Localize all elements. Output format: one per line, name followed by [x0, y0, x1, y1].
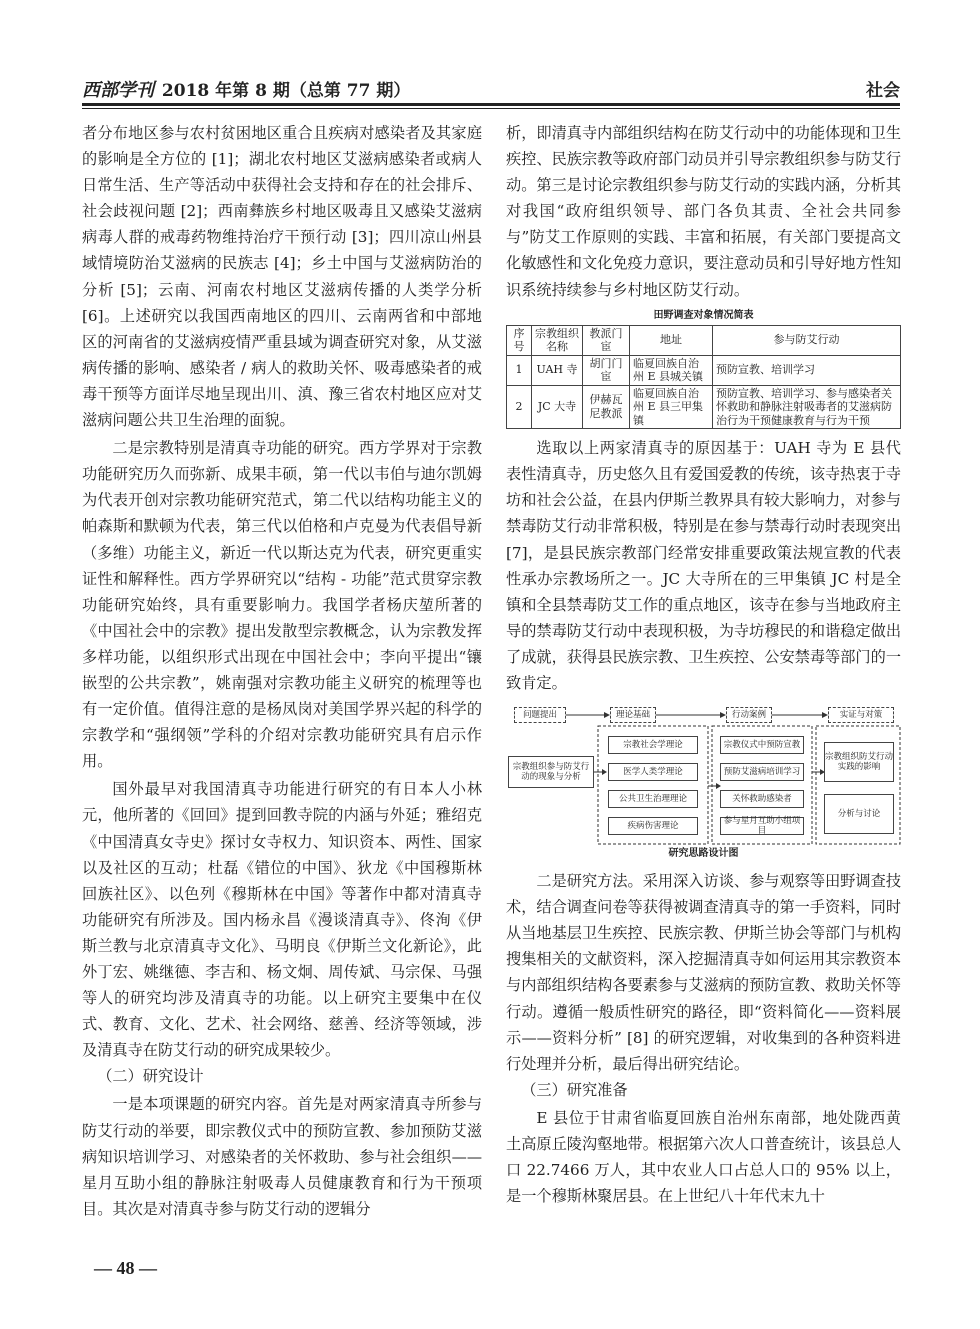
paragraph: 一是本项课题的研究内容。首先是对两家清真寺所参与防艾行动的举要，即宗教仪式中的预防宣教、参加预防艾滋病知识培训学习、对感染者的关怀救助、参与社会组织——星月互助小组的静脉注射吸毒人员健康教育和行为干预项目。其次是对清真寺参与防艾行动的逻辑分	[82, 1095, 482, 1218]
paragraph: 国外最早对我国清真寺功能进行研究的有日本人小林元，他所著的《回回》提到回教寺院的内涵与外延；雅绍克《中国清真女寺史》探讨女寺权力、知识资本、两性、国家以及社区的互动；杜磊《错位的中国》、狄龙《中国穆斯林回族社区》、以色列《穆斯林在中国》等著作中都对清真寺功能研究有所涉及。国内杨永昌《漫谈清真寺》、佟洵《伊斯兰教与北京清真寺文化》、马明良《伊斯兰文化新论》，此外丁宏、姚继德、李吉和、杨文炯、周传斌、马宗保、马强等人的研究均涉及清真寺的功能。以上研究主要集中在仪式、教育、文化、艺术、社会网络、慈善、经济等领域，涉及清真寺在防艾行动的研究成果较少。	[82, 780, 482, 1060]
survey-table	[506, 325, 901, 430]
problem-box: 宗教组织参与防艾行动的现象与分析	[508, 756, 594, 788]
diagram-caption: 研究思路设计图	[668, 848, 739, 860]
column-header: 序号	[507, 325, 532, 355]
table-cell: 2	[507, 385, 532, 429]
column-header: 地址	[630, 325, 713, 355]
paragraph: 二是宗教特别是清真寺功能的研究。西方学界对于宗教功能研究历久而弥新、成果丰硕，第一代以韦伯与迪尔凯姆为代表开创对宗教功能研究范式，第二代以结构功能主义的帕森斯和默顿为代表，第三代以伯格和卢克曼为代表倡导新（多维）功能主义，新近一代以斯达克为代表，研究更重实证性和解释性。西方学界研究以“结构 - 功能”范式贯穿宗教功能研究始终，具有重要影响力。我国学者杨庆堃所著的《中国社会中的宗教》提出发散型宗教概念，认为宗教发挥多样功能，以组织形式出现在中国社会中；李向平提出“镶嵌型的公共宗教”，姚南强对宗教功能主义研究的梳理等也有一定价值。值得注意的是杨凤岗对美国学界兴起的科学的宗教学和“强纲领”学科的介绍对宗教功能研究具有启示作用。	[82, 439, 482, 771]
journal-logo: 西部学刊	[82, 80, 154, 101]
column-header: 宗教组织名称	[532, 325, 583, 355]
table-row	[507, 385, 901, 429]
table-header-row	[507, 325, 901, 355]
result-box: 分析与讨论	[824, 794, 894, 834]
table-cell: 1	[507, 355, 532, 385]
header-rule-thick	[82, 103, 900, 106]
table-cell: 伊赫瓦尼教派	[583, 385, 630, 429]
paragraph: E 县位于甘肃省临夏回族自治州东南部，地处陇西黄土高原丘陵沟壑地带。根据第六次人口普查统计，该县总人口 22.7466 万人，其中农业人口占总人口的 95% 以上，是一个穆斯林聚居县。在上世纪八十年代末九十	[506, 1108, 901, 1206]
table-cell: 胡门门宦	[583, 355, 630, 385]
case-box: 关怀救助感染者	[720, 790, 804, 808]
column-header: 教派门宦	[583, 325, 630, 355]
header-rule-thin	[82, 108, 900, 109]
theory-box: 公共卫生治理理论	[608, 790, 698, 808]
issue-info: 2018 年第 8 期（总第 77 期）	[161, 81, 411, 101]
result-box: 宗教组织防艾行动实践的影响	[824, 742, 894, 782]
stage-theory: 理论基础	[610, 707, 656, 723]
right-column	[506, 120, 901, 1209]
left-column	[82, 120, 482, 1222]
stage-case: 行动案例	[726, 707, 772, 723]
page-number: — 48 —	[94, 1258, 157, 1278]
journal-info	[82, 76, 410, 102]
theory-box: 医学人类学理论	[608, 763, 698, 781]
stage-problem: 问题提出	[514, 707, 566, 723]
section-heading: （二）研究设计	[97, 1067, 204, 1086]
table-cell: UAH 寺	[532, 355, 583, 385]
paragraph: 选取以上两家清真寺的原因基于：UAH 寺为 E 县代表性清真寺，历史悠久且有爱国爱教的传统，该寺热衷于寺坊和社会公益，在县内伊斯兰教界具有较大影响力，对参与禁毒防艾行动非常积极，特别是在参与禁毒行动时表现突出 [7]，是县民族宗教部门经常安排重要政策法规宣教的代表性承办宗教场所之一。JC 大寺所在的三甲集镇 JC 村是全镇和全县禁毒防艾工作的重点地区，该寺在参与当地政府主导的禁毒防艾行动中表现积极，为寺坊穆民的和谐稳定做出了成就，获得县民族宗教、卫生疾控、公安禁毒等部门的一致肯定。	[506, 439, 901, 692]
paragraph: 者分布地区参与农村贫困地区重合且疾病对感染者及其家庭的影响是全方位的 [1]；湖北农村地区艾滋病感染者或病人日常生活、生产等活动中获得社会支持和存在的社会排斥、社会歧视问题 [2]；西南彝族乡村地区吸毒且又感染艾滋病病毒人群的戒毒药物维持治疗干预行动 [3]；四川凉山州县域情境防治艾滋病的民族志 [4]；乡土中国与艾滋病防治的分析 [5]；云南、河南农村地区艾滋病传播的人类学分析 [6]。上述研究以我国西南地区的四川、云南两省和中部地区的河南省的艾滋病疫情严重县域为调查研究对象，从艾滋病传播的影响、感染者 / 病人的救助关怀、吸毒感染者的戒毒干预等方面详尽地呈现出川、滇、豫三省农村地区应对艾滋病问题公共卫生治理的面貌。	[82, 124, 482, 430]
research-design-diagram	[506, 706, 901, 846]
column-header: 参与防艾行动	[713, 325, 901, 355]
case-box: 预防艾滋病培训学习	[720, 763, 804, 781]
paragraph: 析，即清真寺内部组织结构在防艾行动中的功能体现和卫生疾控、民族宗教等政府部门动员并引导宗教组织参与防艾行动。第三是讨论宗教组织参与防艾行动的实践内涵，分析其对我国“政府组织领导、部门各负其责、全社会共同参与”防艾工作原则的实践、丰富和拓展，有关部门要提高文化敏感性和文化免疫力意识，要注意动员和引导好地方性知识系统持续参与乡村地区防艾行动。	[506, 124, 901, 299]
section-heading: （三）研究准备	[521, 1080, 628, 1099]
stage-result: 实证与对策	[828, 707, 894, 723]
theory-box: 疾病伤害理论	[608, 817, 698, 835]
case-box: 宗教仪式中预防宣教	[720, 736, 804, 754]
table-cell: JC 大寺	[532, 385, 583, 429]
paragraph: 二是研究方法。采用深入访谈、参与观察等田野调查技术，结合调查问卷等获得被调查清真寺的第一手资料，同时从当地基层卫生疾控、民族宗教、伊斯兰协会等部门与机构搜集相关的文献资料，深入挖掘清真寺如何运用其宗教资本与内部组织结构各要素参与艾滋病的预防宣教、救助关怀等行动。遵循一般质性研究的路径，即“资料简化——资料展示——资料分析” [8] 的研究逻辑，对收集到的各种资料进行处理并分析，最后得出研究结论。	[506, 872, 901, 1073]
table-cell: 预防宣教、培训学习、参与感染者关怀救助和静脉注射吸毒者的艾滋病防治行为干预健康教育与行为干预	[713, 385, 901, 429]
table-cell: 临夏回族自治州 E 县三甲集镇	[630, 385, 713, 429]
table-cell: 预防宣教、培训学习	[713, 355, 901, 385]
table-caption: 田野调查对象情况简表	[653, 309, 754, 321]
section-label: 社会	[866, 81, 900, 101]
table-row	[507, 355, 901, 385]
table-cell: 临夏回族自治州 E 县城关镇	[630, 355, 713, 385]
case-box: 参与星月互助小组项目	[720, 817, 804, 835]
running-header	[82, 76, 900, 100]
theory-box: 宗教社会学理论	[608, 736, 698, 754]
